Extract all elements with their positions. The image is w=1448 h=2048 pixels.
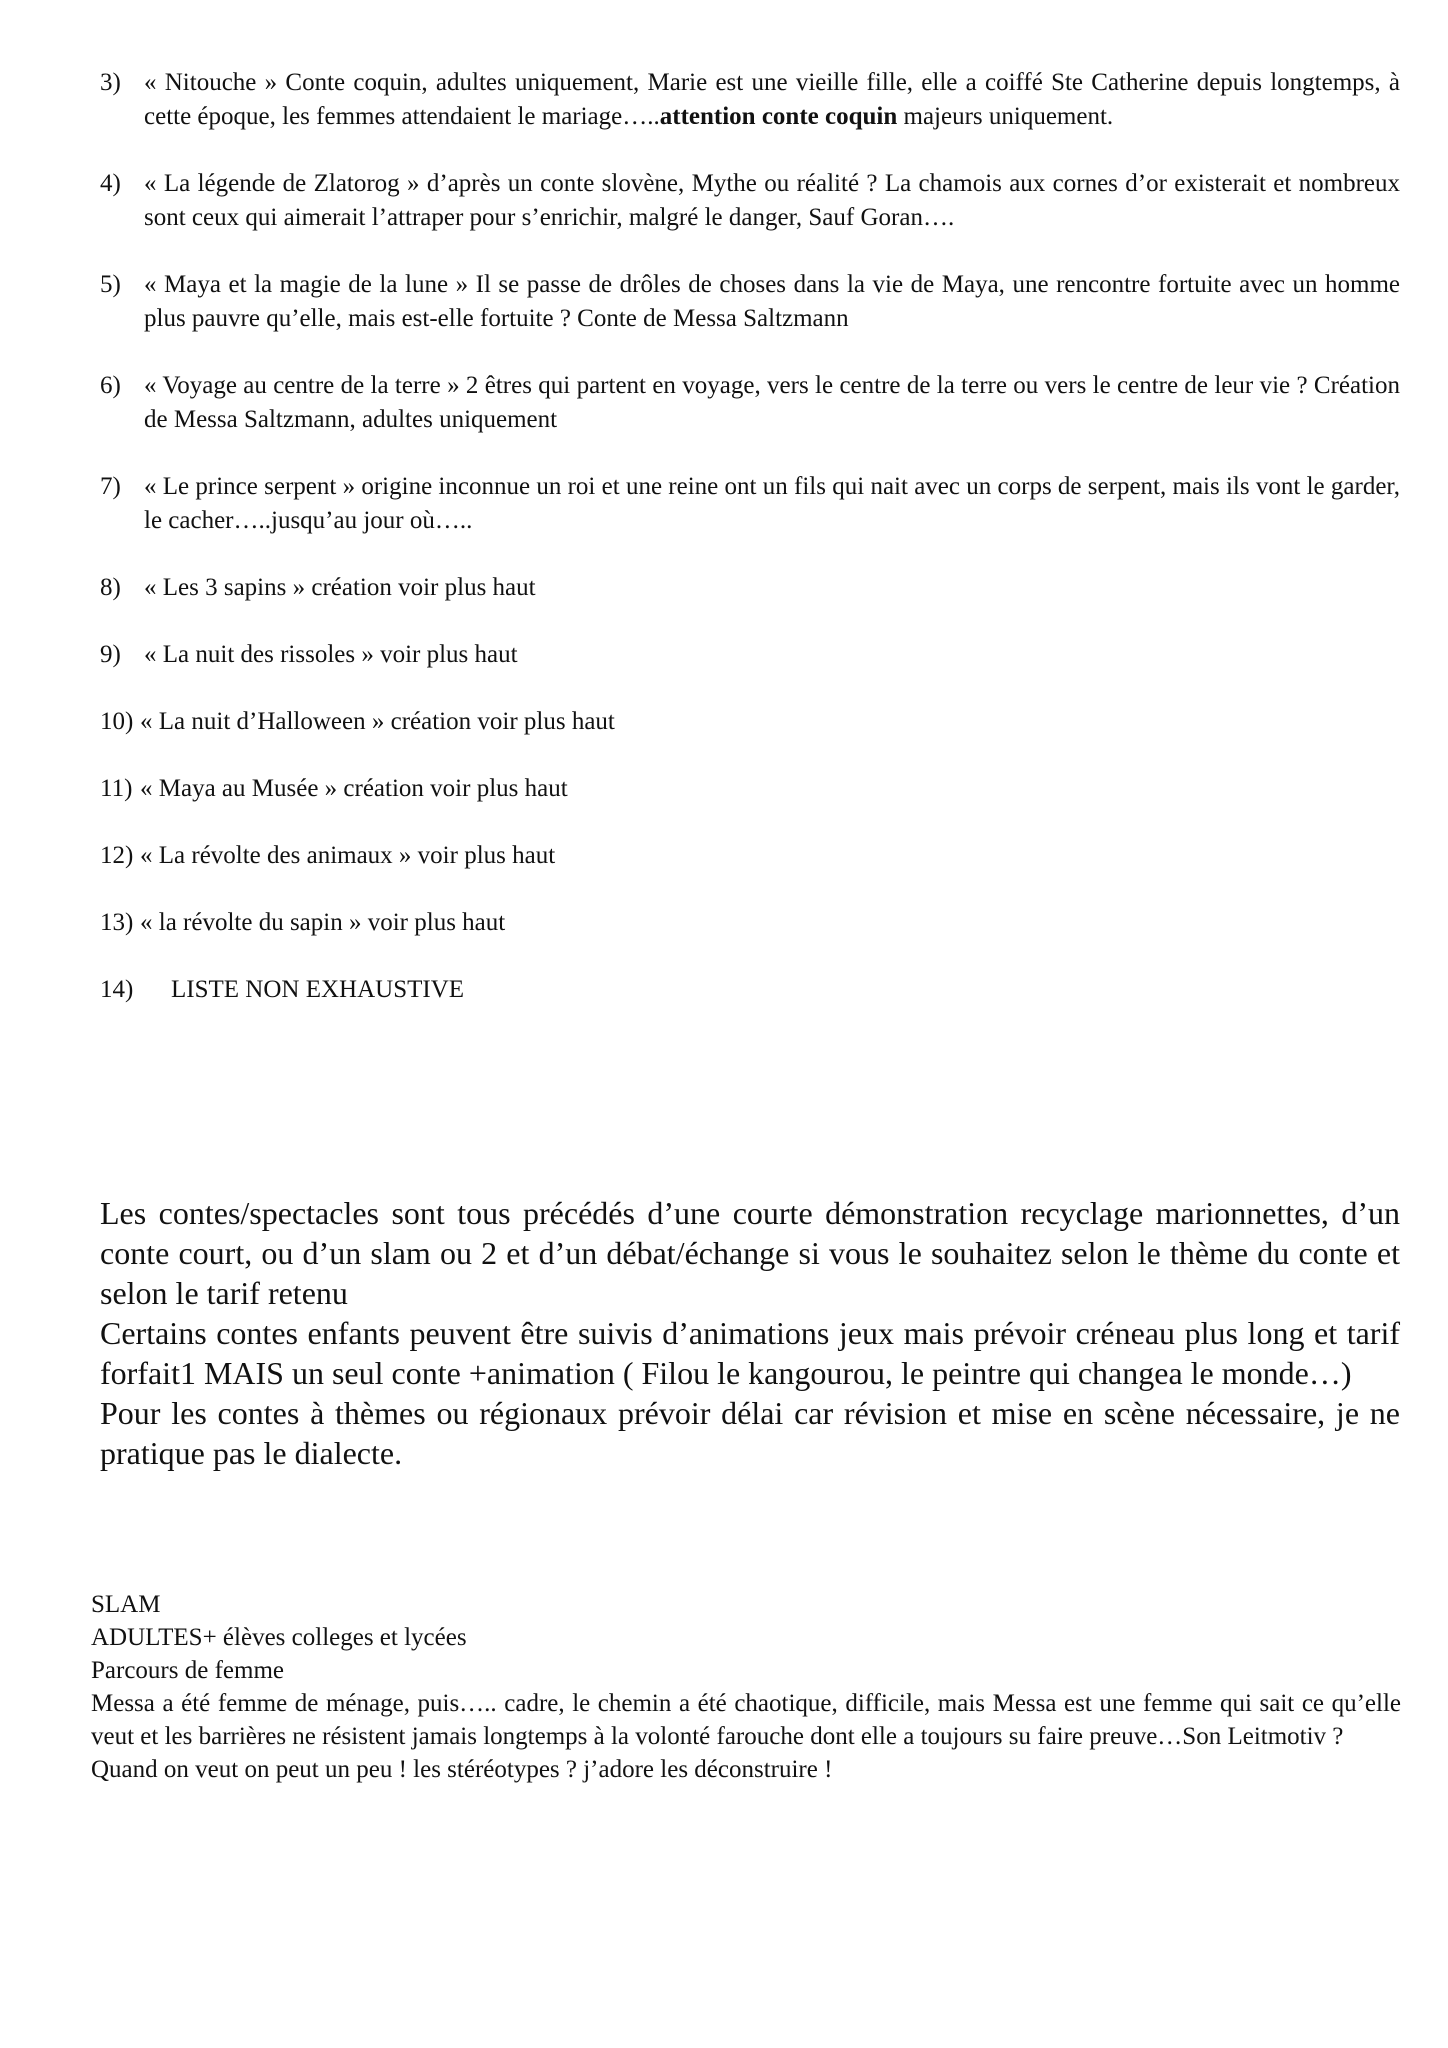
slam-audience: ADULTES+ élèves colleges et lycées (91, 1624, 467, 1651)
list-number: 11) (100, 775, 133, 802)
list-text: « La légende de Zlatorog » d’après un conte slovène, Mythe ou réalité ? La chamois aux cornes d’or existerait et nombreux sont ceux qui aimerait l’attraper pour s’enrichir, malgré le danger, Sauf Goran…. (144, 170, 1400, 231)
list-item (100, 772, 1400, 806)
slam-title: Parcours de femme (91, 1657, 284, 1684)
list-text: « Nitouche » Conte coquin, adultes uniquement, Marie est une vieille fille, elle a coiffé Ste Catherine depuis longtemps, à cette époque, les femmes attendaient le mariage…..attention conte coquin majeurs uniquement. (144, 69, 1400, 130)
list-item (100, 66, 1400, 134)
list-item (100, 973, 1400, 1007)
slam-section (91, 1588, 1401, 1786)
list-number: 14) (100, 976, 134, 1003)
info-paragraphs (100, 1193, 1400, 1473)
list-text: « La nuit d’Halloween » création voir plus haut (140, 708, 615, 735)
list-number: 13) (100, 909, 134, 936)
list-item (100, 705, 1400, 739)
list-text: « La nuit des rissoles » voir plus haut (144, 641, 518, 668)
list-item (100, 167, 1400, 235)
list-text: « Le prince serpent » origine inconnue un roi et une reine ont un fils qui nait avec un corps de serpent, mais ils vont le garder, le cacher…..jusqu’au jour où….. (144, 473, 1400, 534)
list-number: 3) (100, 69, 121, 96)
tales-list (100, 66, 1400, 1040)
slam-heading: SLAM (91, 1591, 161, 1618)
slam-motto: Quand on veut on peut un peu ! les stéréotypes ? j’adore les déconstruire ! (91, 1756, 833, 1783)
list-item (100, 369, 1400, 437)
info-paragraph: Les contes/spectacles sont tous précédés d’une courte démonstration recyclage marionnettes, d’un conte court, ou d’un slam ou 2 et d’un débat/échange si vous le souhaitez selon le thème du conte et selon le tarif retenu (100, 1195, 1400, 1311)
list-text: « Maya au Musée » création voir plus haut (140, 775, 568, 802)
list-text: « La révolte des animaux » voir plus haut (140, 842, 556, 869)
list-item (100, 571, 1400, 605)
info-paragraph: Pour les contes à thèmes ou régionaux prévoir délai car révision et mise en scène nécessaire, je ne pratique pas le dialecte. (100, 1395, 1400, 1471)
warning-bold-text: attention conte coquin (659, 103, 898, 130)
list-item (100, 470, 1400, 538)
list-number: 9) (100, 641, 121, 668)
list-item (100, 638, 1400, 672)
list-item (100, 268, 1400, 336)
list-text: « Les 3 sapins » création voir plus haut (144, 574, 536, 601)
list-number: 5) (100, 271, 121, 298)
info-paragraph: Certains contes enfants peuvent être suivis d’animations jeux mais prévoir créneau plus long et tarif forfait1 MAIS un seul conte +animation ( Filou le kangourou, le peintre qui changea le monde…) (100, 1315, 1400, 1391)
slam-description: Messa a été femme de ménage, puis….. cadre, le chemin a été chaotique, difficile, mais Messa est une femme qui sait ce qu’elle veut et les barrières ne résistent jamais longtemps à la volonté farouche dont elle a toujours su faire preuve…Son Leitmotiv ? (91, 1690, 1401, 1750)
list-text: « Voyage au centre de la terre » 2 êtres qui partent en voyage, vers le centre de la terre ou vers le centre de leur vie ? Création de Messa Saltzmann, adultes uniquement (144, 372, 1400, 433)
list-text: « la révolte du sapin » voir plus haut (140, 909, 506, 936)
list-number: 12) (100, 842, 134, 869)
list-item (100, 839, 1400, 873)
list-text: « Maya et la magie de la lune » Il se passe de drôles de choses dans la vie de Maya, une rencontre fortuite avec un homme plus pauvre qu’elle, mais est-elle fortuite ? Conte de Messa Saltzmann (144, 271, 1400, 332)
list-number: 8) (100, 574, 121, 601)
list-number: 6) (100, 372, 121, 399)
list-item (100, 906, 1400, 940)
list-number: 7) (100, 473, 121, 500)
list-number: 10) (100, 708, 134, 735)
list-text: LISTE NON EXHAUSTIVE (171, 976, 465, 1003)
list-number: 4) (100, 170, 121, 197)
